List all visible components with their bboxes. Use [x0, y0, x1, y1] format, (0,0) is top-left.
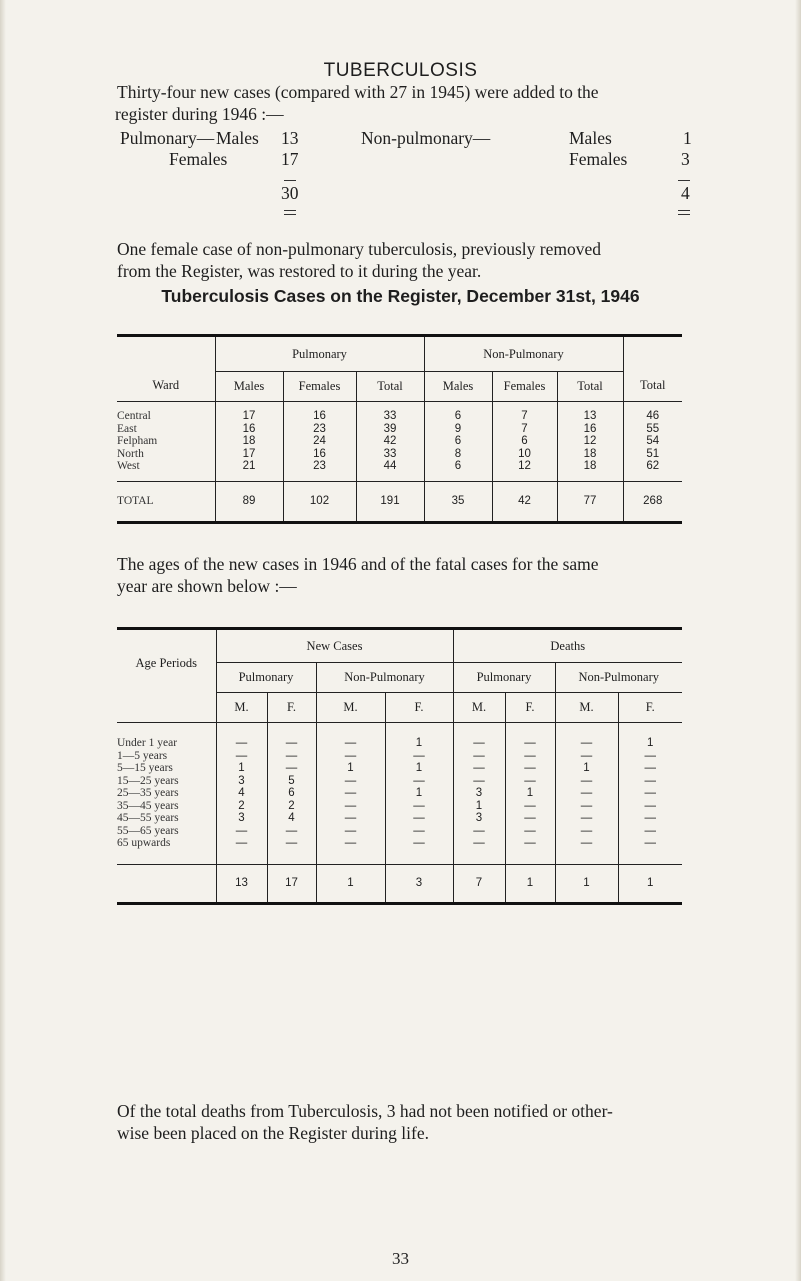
cell: 2 — [267, 800, 316, 813]
cell: 35 — [424, 481, 492, 522]
cell: 6 — [424, 460, 492, 473]
cell: 1 — [555, 864, 618, 903]
non-pulmonary-total-header: Total — [557, 372, 623, 402]
age-period: 5—15 years — [117, 762, 173, 774]
cell: — — [618, 812, 682, 825]
cell: 191 — [356, 481, 424, 522]
cell: — — [453, 825, 505, 838]
cell: 24 — [283, 435, 356, 448]
new-cases-header: New Cases — [216, 629, 453, 663]
ages-paragraph — [117, 553, 693, 597]
cell: — — [216, 737, 267, 750]
cell: 3 — [216, 812, 267, 825]
cell: — — [316, 800, 385, 813]
cell: 1 — [618, 737, 682, 750]
cell: — — [316, 812, 385, 825]
pulmonary-females-label: Females — [169, 149, 228, 169]
cell: 77 — [557, 481, 623, 522]
restore-line-1: One female case of non-pulmonary tuberculosis, previously removed — [117, 239, 602, 259]
f-header: F. — [618, 693, 682, 723]
table-row — [117, 787, 682, 800]
non-pulmonary-total: 4 — [681, 183, 690, 203]
table-row — [117, 837, 682, 850]
cell: — — [453, 762, 505, 775]
cell: — — [316, 787, 385, 800]
cell: 3 — [453, 787, 505, 800]
ward-column-header: Ward — [117, 336, 215, 402]
cell: 42 — [356, 435, 424, 448]
cell: — — [267, 837, 316, 850]
total-label — [117, 864, 216, 903]
cell: 1 — [316, 762, 385, 775]
cell: — — [555, 737, 618, 750]
cell: — — [555, 775, 618, 788]
cell: — — [267, 825, 316, 838]
cell: 16 — [283, 448, 356, 461]
cell: 5 — [267, 775, 316, 788]
cell: — — [505, 800, 555, 813]
cell: 268 — [623, 481, 682, 522]
cell: — — [216, 750, 267, 763]
cell: 13 — [557, 410, 623, 423]
total-label: TOTAL — [117, 481, 215, 522]
cell: 89 — [215, 481, 283, 522]
ward-name: East — [117, 422, 137, 435]
age-period: 55—65 years — [117, 824, 179, 837]
cell: 3 — [453, 812, 505, 825]
non-pulmonary-males-label: Males — [569, 128, 612, 148]
m-header: M. — [316, 693, 385, 723]
cell: 4 — [267, 812, 316, 825]
ward-name: Central — [117, 410, 151, 422]
table-row — [117, 825, 682, 838]
cell: 4 — [216, 787, 267, 800]
non-pulmonary-males-header: Males — [424, 372, 492, 402]
table-row — [117, 737, 682, 750]
pulmonary-label: Pulmonary— — [120, 128, 215, 148]
cell: 1 — [453, 800, 505, 813]
deaths-header: Deaths — [453, 629, 682, 663]
cell: — — [618, 762, 682, 775]
non-pulmonary-sum-line — [678, 180, 690, 181]
deaths-pulmonary-header: Pulmonary — [453, 663, 555, 693]
cell: — — [267, 750, 316, 763]
intro-line-1: Thirty-four new cases (compared with 27 in 1945) were added to the — [117, 82, 599, 102]
cell: — — [316, 837, 385, 850]
cell: — — [505, 750, 555, 763]
cell: 1 — [216, 762, 267, 775]
cell: — — [453, 750, 505, 763]
cell: 1 — [618, 864, 682, 903]
pulmonary-total: 30 — [281, 183, 299, 203]
cell: 1 — [555, 762, 618, 775]
cell: — — [555, 812, 618, 825]
new-pulmonary-header: Pulmonary — [216, 663, 316, 693]
pulmonary-total-header: Total — [356, 372, 424, 402]
deaths-non-pulmonary-header: Non-Pulmonary — [555, 663, 682, 693]
age-period: 1—5 years — [117, 749, 168, 762]
cell: 42 — [492, 481, 557, 522]
cell: — — [618, 750, 682, 763]
cell: 8 — [424, 448, 492, 461]
cell: — — [618, 787, 682, 800]
cell: 3 — [385, 864, 453, 903]
cell: — — [505, 762, 555, 775]
cell: — — [316, 825, 385, 838]
pulmonary-group-header: Pulmonary — [215, 336, 424, 372]
ward-name: West — [117, 460, 140, 472]
cell: — — [216, 825, 267, 838]
cell: 2 — [216, 800, 267, 813]
cell: 44 — [356, 460, 424, 473]
cell: 16 — [283, 410, 356, 423]
cell: 23 — [283, 423, 356, 436]
cell: 39 — [356, 423, 424, 436]
cell: 17 — [215, 410, 283, 423]
cell: — — [505, 737, 555, 750]
grand-total-header: Total — [623, 336, 682, 402]
table-row — [117, 410, 682, 423]
cell: 46 — [623, 410, 682, 423]
ward-name: North — [117, 447, 144, 460]
table-row — [117, 812, 682, 825]
closing-line-2: wise been placed on the Register during life. — [117, 1123, 429, 1143]
cell: 17 — [215, 448, 283, 461]
cell: 17 — [267, 864, 316, 903]
cell: — — [618, 800, 682, 813]
cell: — — [618, 825, 682, 838]
table-row — [117, 460, 682, 473]
table-row — [117, 435, 682, 448]
cell: 12 — [557, 435, 623, 448]
cell: 16 — [557, 423, 623, 436]
cell: 7 — [492, 410, 557, 423]
cell: 55 — [623, 423, 682, 436]
cell: — — [505, 837, 555, 850]
cell: 33 — [356, 448, 424, 461]
cell: 1 — [316, 864, 385, 903]
cell: 7 — [492, 423, 557, 436]
pulmonary-males-label: Males — [216, 128, 259, 148]
cell: — — [385, 800, 453, 813]
cell: 51 — [623, 448, 682, 461]
closing-paragraph — [117, 1100, 693, 1144]
pulmonary-sum-line — [284, 180, 296, 181]
cell: 1 — [505, 787, 555, 800]
cell: — — [316, 750, 385, 763]
cell: 9 — [424, 423, 492, 436]
cell: — — [385, 775, 453, 788]
restore-line-2: from the Register, was restored to it during the year. — [117, 261, 482, 281]
cell: 6 — [424, 435, 492, 448]
table-row — [117, 775, 682, 788]
cell: — — [618, 837, 682, 850]
age-period: 15—25 years — [117, 774, 179, 787]
cell: — — [316, 737, 385, 750]
table-row — [117, 750, 682, 763]
cell: — — [453, 837, 505, 850]
table-row — [117, 800, 682, 813]
cell: — — [555, 750, 618, 763]
cell: — — [453, 737, 505, 750]
cell: — — [555, 787, 618, 800]
pulmonary-males-header: Males — [215, 372, 283, 402]
pulmonary-females-header: Females — [283, 372, 356, 402]
cell: 18 — [557, 448, 623, 461]
cell: 18 — [215, 435, 283, 448]
cell: — — [505, 775, 555, 788]
table-row — [117, 423, 682, 436]
f-header: F. — [385, 693, 453, 723]
cell: 1 — [385, 737, 453, 750]
page-edge-left — [0, 0, 6, 1281]
age-period: Under 1 year — [117, 737, 178, 749]
m-header: M. — [555, 693, 618, 723]
total-row — [117, 864, 682, 903]
intro-paragraph — [117, 81, 693, 125]
cell: — — [555, 825, 618, 838]
age-periods-header: Age Periods — [135, 655, 197, 670]
cell: — — [555, 837, 618, 850]
cell: 54 — [623, 435, 682, 448]
cell: — — [267, 737, 316, 750]
non-pulmonary-females-header: Females — [492, 372, 557, 402]
cell: — — [385, 750, 453, 763]
f-header: F. — [505, 693, 555, 723]
cell: 1 — [385, 787, 453, 800]
table-row — [117, 448, 682, 461]
age-period: 35—45 years — [117, 799, 179, 812]
age-period: 65 upwards — [117, 837, 171, 849]
m-header: M. — [453, 693, 505, 723]
cell: 33 — [356, 410, 424, 423]
m-header: M. — [216, 693, 267, 723]
cell: 62 — [623, 460, 682, 473]
cell: 1 — [385, 762, 453, 775]
new-non-pulmonary-header: Non-Pulmonary — [316, 663, 453, 693]
age-period: 25—35 years — [117, 787, 179, 799]
cell: 102 — [283, 481, 356, 522]
age-period: 45—55 years — [117, 812, 179, 824]
page-edge-right — [795, 0, 801, 1281]
cell: — — [505, 825, 555, 838]
register-table — [117, 334, 682, 524]
non-pulmonary-total-underline — [678, 210, 690, 215]
ward-name: Felpham — [117, 435, 158, 447]
page-title: TUBERCULOSIS — [323, 60, 478, 81]
cell: — — [385, 837, 453, 850]
cell: 7 — [453, 864, 505, 903]
cell: 12 — [492, 460, 557, 473]
non-pulmonary-males-count: 1 — [683, 128, 692, 148]
cell: — — [505, 812, 555, 825]
total-row — [117, 481, 682, 522]
cell: — — [555, 800, 618, 813]
pulmonary-females-count: 17 — [281, 149, 299, 169]
non-pulmonary-label: Non-pulmonary— — [361, 128, 491, 148]
register-table-title: Tuberculosis Cases on the Register, December 31st, 1946 — [161, 286, 640, 306]
cell: 3 — [216, 775, 267, 788]
table-row — [117, 762, 682, 775]
cell: 18 — [557, 460, 623, 473]
cell: — — [453, 775, 505, 788]
cell: 6 — [424, 410, 492, 423]
page-number: 33 — [392, 1249, 409, 1268]
ages-line-1: The ages of the new cases in 1946 and of the fatal cases for the same — [117, 554, 599, 574]
cell: 6 — [267, 787, 316, 800]
restore-paragraph — [117, 238, 693, 282]
cell: 10 — [492, 448, 557, 461]
non-pulmonary-females-label: Females — [569, 149, 628, 169]
cell: 16 — [215, 423, 283, 436]
cell: — — [385, 812, 453, 825]
cell: — — [267, 762, 316, 775]
intro-line-2: register during 1946 :— — [115, 104, 284, 124]
f-header: F. — [267, 693, 316, 723]
age-periods-table — [117, 627, 682, 905]
cell: — — [618, 775, 682, 788]
new-cases-counts — [117, 128, 693, 228]
pulmonary-total-underline — [284, 210, 296, 215]
non-pulmonary-group-header: Non-Pulmonary — [424, 336, 623, 372]
cell: 23 — [283, 460, 356, 473]
cell: 13 — [216, 864, 267, 903]
cell: — — [316, 775, 385, 788]
closing-line-1: Of the total deaths from Tuberculosis, 3 had not been notified or other- — [117, 1101, 613, 1121]
non-pulmonary-females-count: 3 — [681, 149, 690, 169]
ages-line-2: year are shown below :— — [117, 576, 297, 596]
cell: 6 — [492, 435, 557, 448]
cell: — — [385, 825, 453, 838]
cell: 1 — [505, 864, 555, 903]
cell: — — [216, 837, 267, 850]
pulmonary-males-count: 13 — [281, 128, 299, 148]
cell: 21 — [215, 460, 283, 473]
